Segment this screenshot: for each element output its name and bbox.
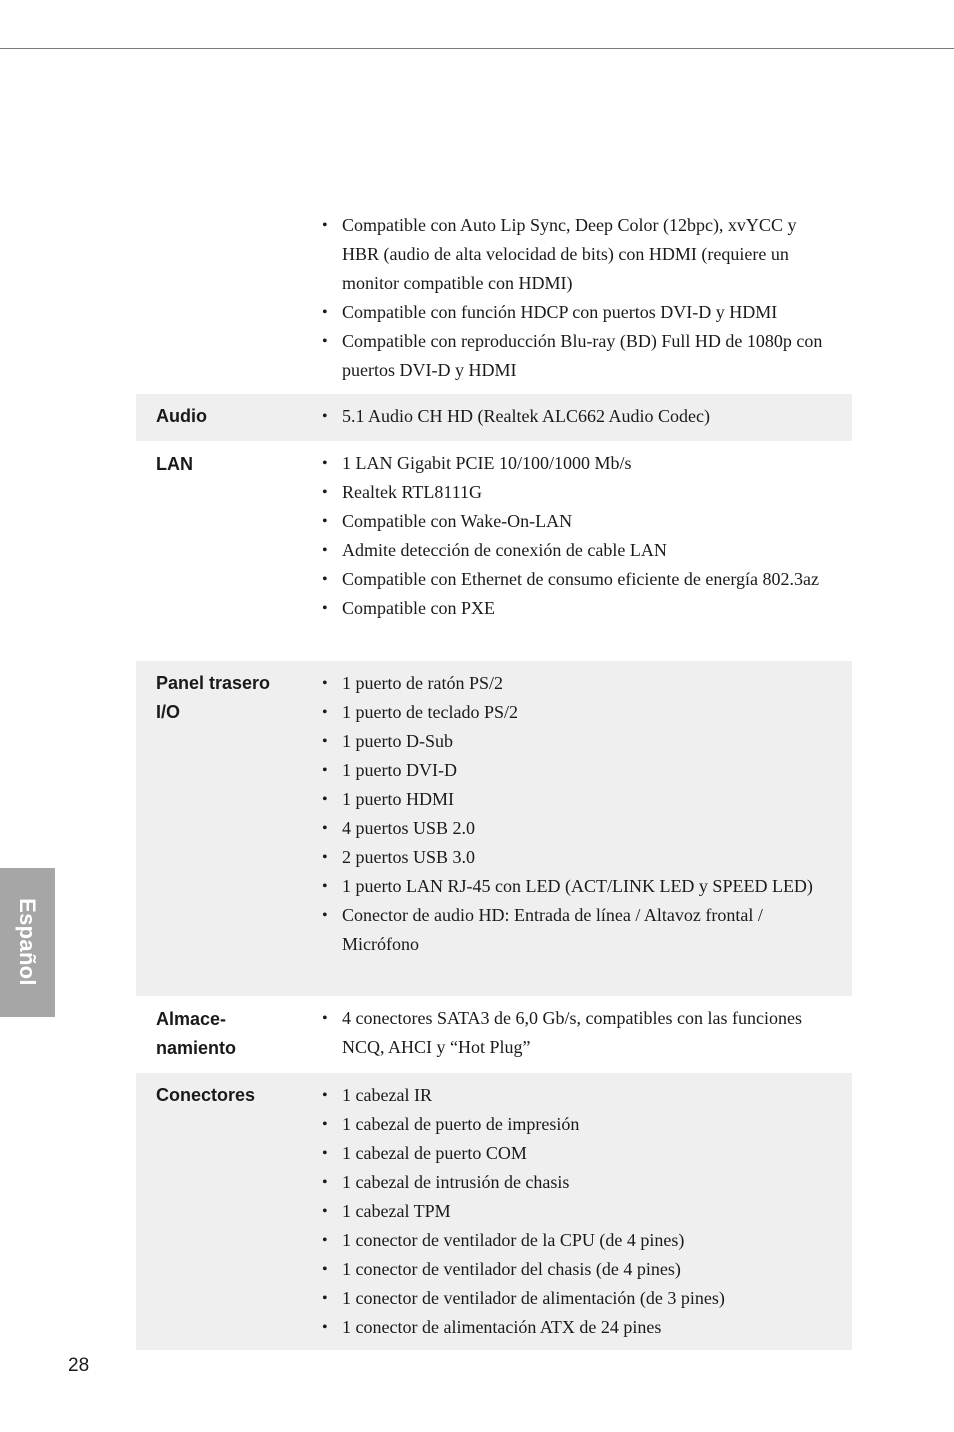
list-item: • Compatible con Auto Lip Sync, Deep Color (12bpc), xvYCC y HBR (audio de alta velocidad de bits) con HDMI (requiere un monitor compatible con HDMI) <box>136 211 852 298</box>
list-item: • 1 conector de ventilador de la CPU (de 4 pines) <box>136 1226 852 1255</box>
list-item: • 2 puertos USB 3.0 <box>136 843 852 872</box>
row-label-connectors: Conectores <box>156 1085 256 1105</box>
list-item: • 1 conector de ventilador de alimentación (de 3 pines) <box>136 1284 852 1313</box>
list-item: • 1 puerto DVI-D <box>136 756 852 785</box>
page-number: 28 <box>68 1355 90 1376</box>
row-label-rear-panel: Panel trasero I/O <box>156 673 271 722</box>
list-item: • 1 puerto LAN RJ-45 con LED (ACT/LINK LED y SPEED LED) <box>136 872 852 901</box>
list-item: • 1 puerto HDMI <box>136 785 852 814</box>
list-item: • Admite detección de conexión de cable LAN <box>136 536 852 565</box>
row-label-lan: LAN <box>156 454 193 474</box>
list-item: • 4 conectores SATA3 de 6,0 Gb/s, compatibles con las funciones NCQ, AHCI y “Hot Plug” <box>136 1004 852 1062</box>
language-tab-label: Español <box>15 898 40 986</box>
spec-row-audio <box>136 394 852 441</box>
list-item: • 1 puerto de teclado PS/2 <box>136 698 852 727</box>
spec-row-graphics-continued <box>136 211 852 385</box>
spec-list <box>136 402 852 431</box>
header-rule <box>0 48 954 49</box>
list-item: • 4 puertos USB 2.0 <box>136 814 852 843</box>
row-label-storage: Almace-namiento <box>156 1009 237 1058</box>
spec-list <box>136 1081 852 1342</box>
list-item: • Compatible con Ethernet de consumo eficiente de energía 802.3az <box>136 565 852 594</box>
list-item: • Compatible con función HDCP con puertos DVI-D y HDMI <box>136 298 852 327</box>
list-item: • 1 cabezal IR <box>136 1081 852 1110</box>
spec-list <box>136 449 852 623</box>
list-item: • 5.1 Audio CH HD (Realtek ALC662 Audio Codec) <box>136 402 852 431</box>
list-item: • Compatible con reproducción Blu-ray (BD) Full HD de 1080p con puertos DVI-D y HDMI <box>136 327 852 385</box>
list-item: • 1 puerto de ratón PS/2 <box>136 669 852 698</box>
spec-list <box>136 669 852 959</box>
spec-list <box>136 211 852 385</box>
list-item: • Compatible con PXE <box>136 594 852 623</box>
list-item: • 1 conector de ventilador del chasis (de 4 pines) <box>136 1255 852 1284</box>
row-label-audio: Audio <box>156 406 207 426</box>
list-item: • Conector de audio HD: Entrada de línea / Altavoz frontal / Micrófono <box>136 901 852 959</box>
list-item: • 1 cabezal de intrusión de chasis <box>136 1168 852 1197</box>
list-item: • 1 cabezal de puerto de impresión <box>136 1110 852 1139</box>
spec-row-rear-panel <box>136 661 852 996</box>
language-tab <box>0 868 55 1017</box>
list-item: • Realtek RTL8111G <box>136 478 852 507</box>
spec-row-lan <box>136 441 852 661</box>
list-item: • 1 cabezal TPM <box>136 1197 852 1226</box>
spec-list <box>136 1004 852 1062</box>
spec-row-storage <box>136 996 852 1073</box>
list-item: • 1 conector de alimentación ATX de 24 pines <box>136 1313 852 1342</box>
list-item: • 1 LAN Gigabit PCIE 10/100/1000 Mb/s <box>136 449 852 478</box>
list-item: • 1 cabezal de puerto COM <box>136 1139 852 1168</box>
list-item: • Compatible con Wake-On-LAN <box>136 507 852 536</box>
list-item: • 1 puerto D-Sub <box>136 727 852 756</box>
spec-row-connectors <box>136 1073 852 1350</box>
